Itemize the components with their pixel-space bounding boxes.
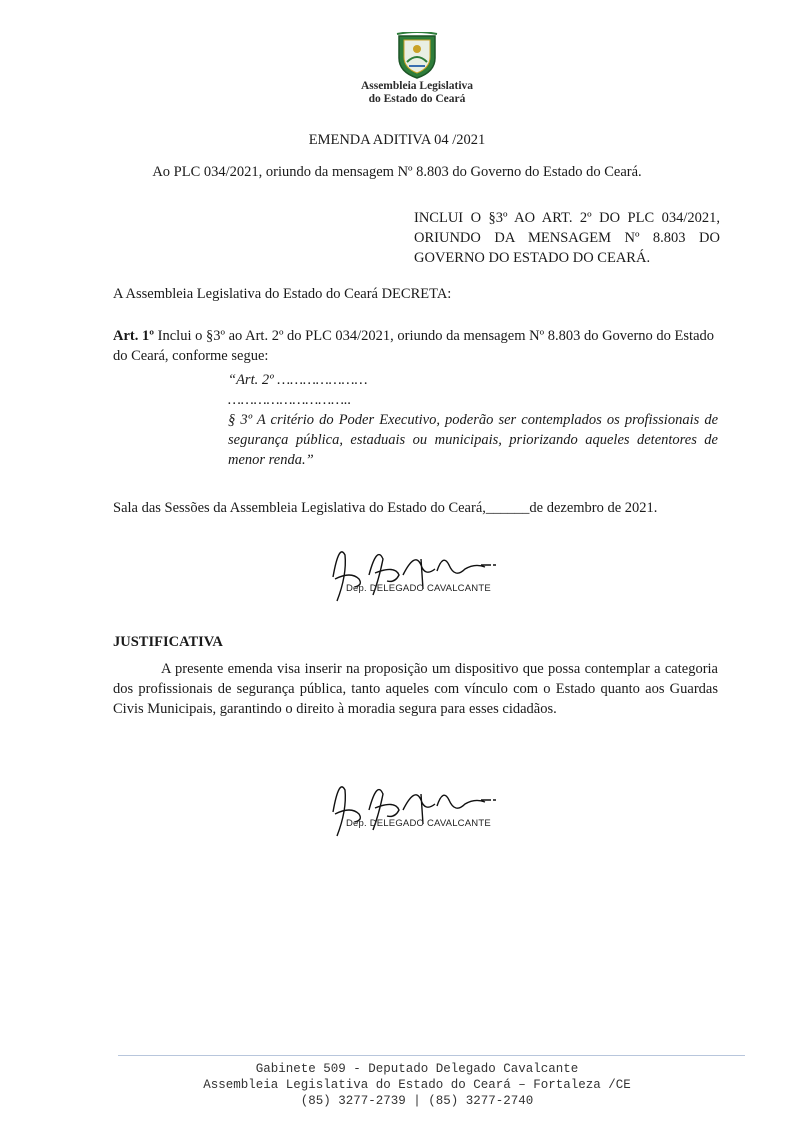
justification-text [113, 659, 718, 719]
justification-heading: JUSTIFICATIVA [113, 634, 223, 650]
article-1-text: Inclui o §3º ao Art. 2º do PLC 034/2021, oriundo da mensagem Nº 8.803 do Governo do Estado do Ceará, conforme segue: [113, 328, 715, 364]
handwritten-signature [325, 770, 505, 840]
coat-of-arms-logo [395, 32, 439, 80]
handwritten-signature [325, 535, 505, 605]
signature-caption: Dep. DELEGADO CAVALCANTE [346, 583, 491, 594]
signature-caption: Dep. DELEGADO CAVALCANTE [346, 818, 491, 829]
session-line: Sala das Sessões da Assembleia Legislativa do Estado do Ceará,______de dezembro de 2021. [113, 500, 658, 516]
footer [140, 1061, 694, 1109]
quote-paragraph: § 3º A critério do Poder Executivo, poderão ser contemplados os profissionais de segurança pública, estaduais ou municipais, priorizando aqueles detentores de menor renda.” [228, 412, 718, 468]
amendment-title: EMENDA ADITIVA 04 /2021 [308, 132, 486, 148]
signature-2 [325, 770, 505, 840]
quoted-amendment [228, 370, 718, 470]
justification-paragraph: A presente emenda visa inserir na proposição um dispositivo que possa contemplar a categoria dos profissionais de segurança pública, tanto aqueles com vínculo com o Estado quanto aos Guardas Civis Municipais, garantindo o direito à moradia segura para esses cidadãos. [113, 661, 718, 717]
organization-name [300, 80, 534, 106]
decree-intro: A Assembleia Legislativa do Estado do Ceará DECRETA: [113, 286, 452, 302]
footer-line-3: (85) 3277-2739 | (85) 3277-2740 [300, 1094, 534, 1108]
article-1-label: Art. 1º [113, 328, 155, 344]
footer-line-2: Assembleia Legislativa do Estado do Ceará – Fortaleza /CE [203, 1078, 631, 1092]
footer-line-1: Gabinete 509 - Deputado Delegado Cavalcante [255, 1062, 579, 1076]
signature-1 [325, 535, 505, 605]
organization-name-line2: do Estado do Ceará [368, 93, 466, 105]
footer-divider [118, 1055, 745, 1056]
reference-line: Ao PLC 034/2021, oriundo da mensagem Nº 8.803 do Governo do Estado do Ceará. [152, 164, 642, 180]
quote-line-2: ……………………….. [228, 392, 352, 408]
ementa-block: INCLUI O §3º AO ART. 2º DO PLC 034/2021, ORIUNDO DA MENSAGEM Nº 8.803 DO GOVERNO DO ESTADO DO CEARÁ. [414, 210, 720, 266]
quote-line-1: “Art. 2º ………………… [228, 372, 368, 388]
organization-name-line1: Assembleia Legislativa [360, 80, 474, 92]
article-1 [113, 326, 718, 366]
